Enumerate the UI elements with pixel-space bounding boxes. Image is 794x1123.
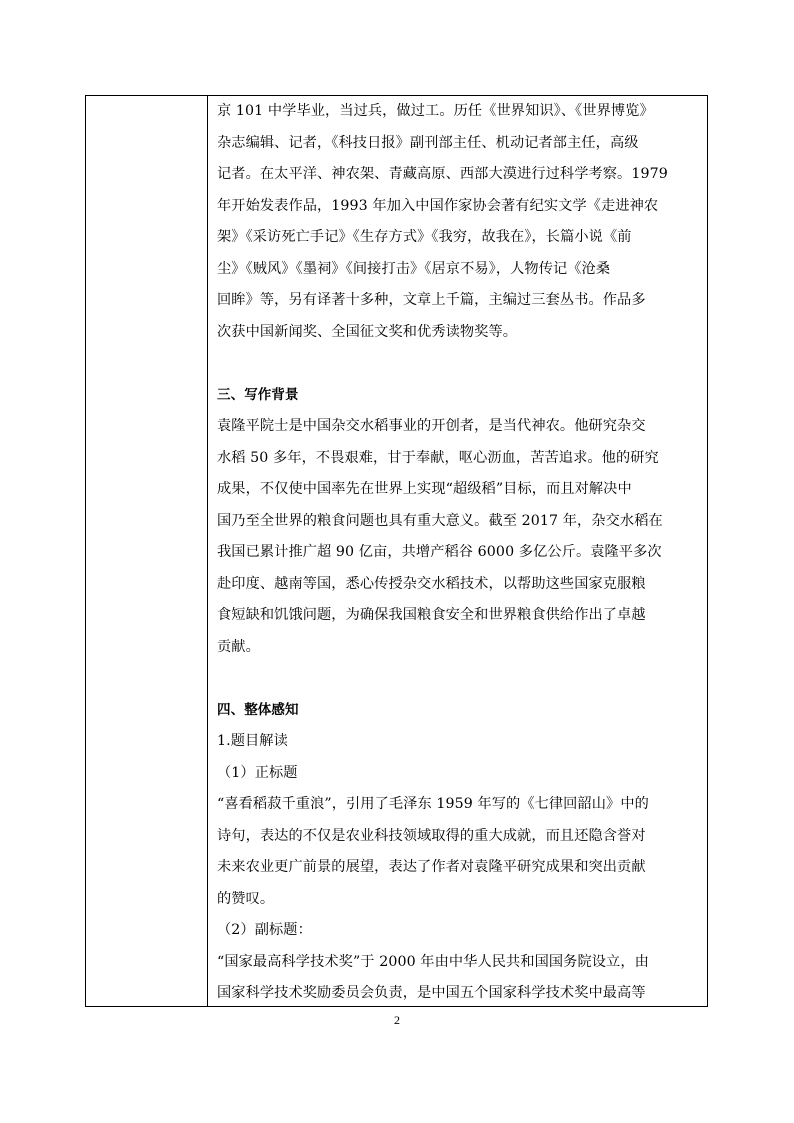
text-line: 年开始发表作品，1993 年加入中国作家协会著有纪实文学《走进神农 <box>217 197 659 214</box>
text-line: “喜看稻菽千重浪”，引用了毛泽东 1959 年写的《七律回韶山》中的 <box>217 796 649 812</box>
text-line: 次获中国新闻奖、全国征文奖和优秀读物奖等。 <box>217 323 518 340</box>
section-heading: 四、整体感知 <box>217 701 299 718</box>
text-line: 的赞叹。 <box>217 890 275 907</box>
text-line: 记者。在太平洋、神农架、青藏高原、西部大漠进行过科学考察。1979 <box>217 166 668 182</box>
section-heading: 三、写作背景 <box>217 386 299 403</box>
table-left-cell <box>86 96 208 1006</box>
text-line: “国家最高科学技术奖”于 2000 年由中华人民共和国国务院设立，由 <box>217 953 649 970</box>
sub-heading: 1.题目解读 <box>217 733 288 749</box>
text-line: 未来农业更广前景的展望，表达了作者对袁隆平研究成果和突出贡献 <box>217 859 646 875</box>
text-line: 架》《采访死亡手记》《生存方式》《我穷，故我在》，长篇小说《前 <box>217 229 632 245</box>
text-line: 食短缺和饥饿问题，为确保我国粮食安全和世界粮食供给作出了卓越 <box>217 607 646 623</box>
text-line: 诗句，表达的不仅是农业科技领域取得的重大成就，而且还隐含誉对 <box>217 827 646 844</box>
blank-line <box>217 348 702 380</box>
text-line: 杂志编辑、记者，《科技日报》副刊部主任、机动记者部主任，高级 <box>217 134 639 151</box>
page-number: 2 <box>394 1013 400 1027</box>
text-line: 贡献。 <box>217 638 260 655</box>
text-line: 国乃至全世界的粮食问题也具有重大意义。截至 2017 年，杂交水稻在 <box>217 512 663 529</box>
blank-line <box>217 663 702 695</box>
text-line: 水稻 50 多年，不畏艰难，甘于奉献，呕心沥血，苦苦追求。他的研究 <box>217 449 659 466</box>
table-content-cell <box>217 96 702 1010</box>
text-line: 尘》《贼风》《墨祠》《间接打击》《居京不易》，人物传记《沧桑 <box>217 260 611 277</box>
content-table <box>85 95 708 1007</box>
text-line: 京 101 中学毕业，当过兵，做过工。历任《世界知识》、《世界博览》 <box>217 103 654 119</box>
text-line: 我国已累计推广超 90 亿亩，共增产稻谷 6000 多亿公斤。袁隆平多次 <box>217 544 662 560</box>
text-line: 赴印度、越南等国，悉心传授杂交水稻技术，以帮助这些国家克服粮 <box>217 575 646 592</box>
text-line: 成果，不仅使中国率先在世界上实现“超级稻”目标，而且对解决中 <box>217 481 632 497</box>
text-line: 回眸》等，另有译著十多种，文章上千篇，主编过三套丛书。作品多 <box>217 292 646 308</box>
text-line: 袁隆平院士是中国杂交水稻事业的开创者，是当代神农。他研究杂交 <box>217 418 646 434</box>
text-line: 国家科学技术奖励委员会负责，是中国五个国家科学技术奖中最高等 <box>217 985 646 1001</box>
sub-heading: （1）正标题 <box>217 764 298 781</box>
sub-heading: （2）副标题： <box>217 922 312 938</box>
